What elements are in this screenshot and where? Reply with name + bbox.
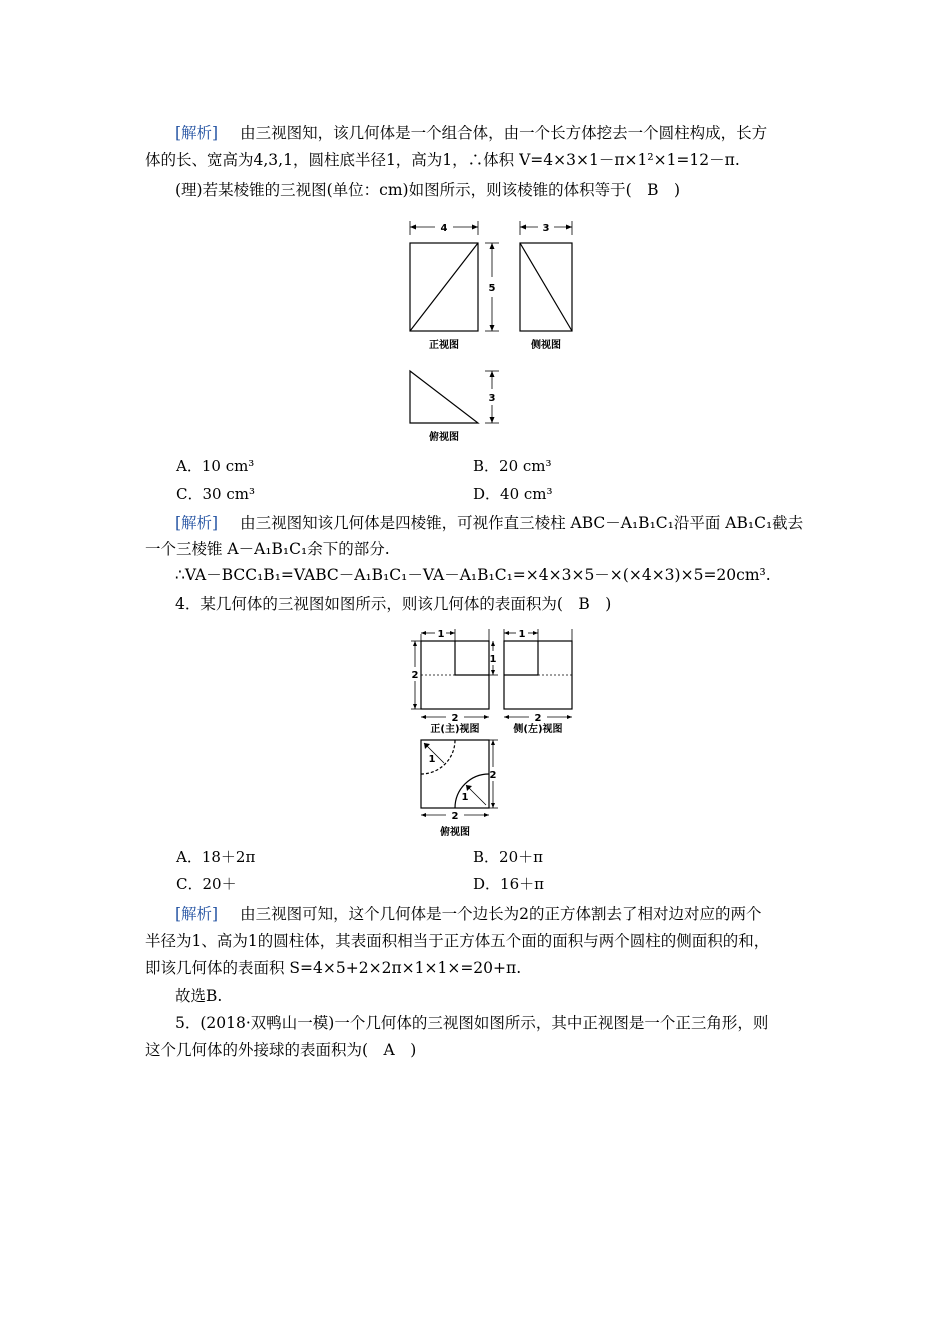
dim-1-front: 1 bbox=[437, 629, 445, 640]
label-top-view: 俯视图 bbox=[429, 432, 459, 443]
option-d: D．40 cm³ bbox=[473, 485, 553, 503]
analysis-text: 由三视图知，该几何体是一个组合体，由一个长方体挖去一个圆柱构成，长方 bbox=[240, 124, 768, 142]
dim-height: 5 bbox=[488, 283, 496, 294]
dim-side-width: 3 bbox=[542, 223, 550, 234]
dim-2-top-width: 2 bbox=[451, 811, 459, 822]
analysis-formula-line: ∴VA－BCC₁B₁=VABC－A₁B₁C₁－VA－A₁B₁C₁=×4×3×5－×(×4×3)×5=20cm³. bbox=[175, 566, 771, 584]
dim-2-front-width: 2 bbox=[451, 713, 459, 724]
analysis-text-line: 体的长、宽高为4,3,1，圆柱底半径1，高为1，∴体积 V=4×3×1－π×1²×1=12－π. bbox=[145, 151, 740, 169]
option-b: B．20＋π bbox=[473, 848, 543, 866]
option-c: C．20＋ bbox=[176, 875, 237, 893]
option-c: C．30 cm³ bbox=[176, 485, 255, 503]
question-5-stem-line2: 这个几何体的外接球的表面积为( A ) bbox=[145, 1041, 417, 1059]
dim-top-depth: 3 bbox=[488, 393, 496, 404]
question-5-stem: 5．(2018·双鸭山一模)一个几何体的三视图如图所示，其中正视图是一个正三角形，则 bbox=[175, 1014, 769, 1032]
top-view-triangle bbox=[410, 371, 478, 423]
label-front-view: 正(主)视图 bbox=[430, 724, 480, 735]
conclusion: 故选B. bbox=[175, 987, 223, 1005]
analysis-tag: [解析] bbox=[175, 905, 219, 923]
analysis-paragraph-q3 bbox=[175, 513, 803, 533]
dim-1-front-height: 1 bbox=[489, 654, 497, 665]
question-4-stem: 4．某几何体的三视图如图所示，则该几何体的表面积为( B ) bbox=[175, 595, 612, 613]
dim-2-front-height: 2 bbox=[411, 670, 419, 681]
analysis-paragraph-q4 bbox=[175, 904, 761, 924]
dim-2-side-width: 2 bbox=[534, 713, 542, 724]
label-side-view: 侧视图 bbox=[531, 340, 561, 351]
dim-1-side: 1 bbox=[518, 629, 526, 640]
analysis-paragraph-1 bbox=[175, 123, 767, 143]
analysis-tag: [解析] bbox=[175, 124, 219, 142]
side-view-notch bbox=[504, 641, 538, 675]
front-view-notch bbox=[455, 641, 489, 675]
front-view-diagonal bbox=[410, 243, 478, 331]
label-front-view: 正视图 bbox=[429, 340, 459, 351]
question-3-stem: (理)若某棱锥的三视图(单位：cm)如图所示，则该棱锥的体积等于( B ) bbox=[175, 181, 681, 199]
option-d: D．16＋π bbox=[473, 875, 544, 893]
option-b: B．20 cm³ bbox=[473, 457, 552, 475]
option-a: A．10 cm³ bbox=[176, 457, 255, 475]
side-view-diagonal bbox=[520, 243, 572, 331]
analysis-tag: [解析] bbox=[175, 514, 219, 532]
analysis-text-line: 即该几何体的表面积 S=4×5+2×2π×1×1×=20+π. bbox=[145, 959, 522, 977]
dim-2-top-height: 2 bbox=[489, 770, 497, 781]
radius-1-label: 1 bbox=[428, 754, 436, 765]
analysis-text: 由三视图知该几何体是四棱锥，可视作直三棱柱 ABC－A₁B₁C₁沿平面 AB₁C₁截去 bbox=[240, 514, 804, 532]
label-top-view: 俯视图 bbox=[440, 827, 470, 838]
analysis-text-line: 一个三棱锥 A－A₁B₁C₁余下的部分. bbox=[145, 540, 390, 558]
analysis-text: 由三视图可知，这个几何体是一个边长为2的正方体割去了相对边对应的两个 bbox=[240, 905, 762, 923]
radius-1-label-2: 1 bbox=[461, 792, 469, 803]
option-a: A．18＋2π bbox=[176, 848, 256, 866]
dim-front-width: 4 bbox=[440, 223, 448, 234]
three-view-figure-q3 bbox=[395, 213, 595, 453]
analysis-text-line: 半径为1、高为1的圆柱体，其表面积相当于正方体五个面的面积与两个圆柱的侧面积的和， bbox=[145, 932, 770, 950]
label-side-view: 侧(左)视图 bbox=[513, 724, 563, 735]
three-view-figure-q4 bbox=[408, 625, 608, 845]
